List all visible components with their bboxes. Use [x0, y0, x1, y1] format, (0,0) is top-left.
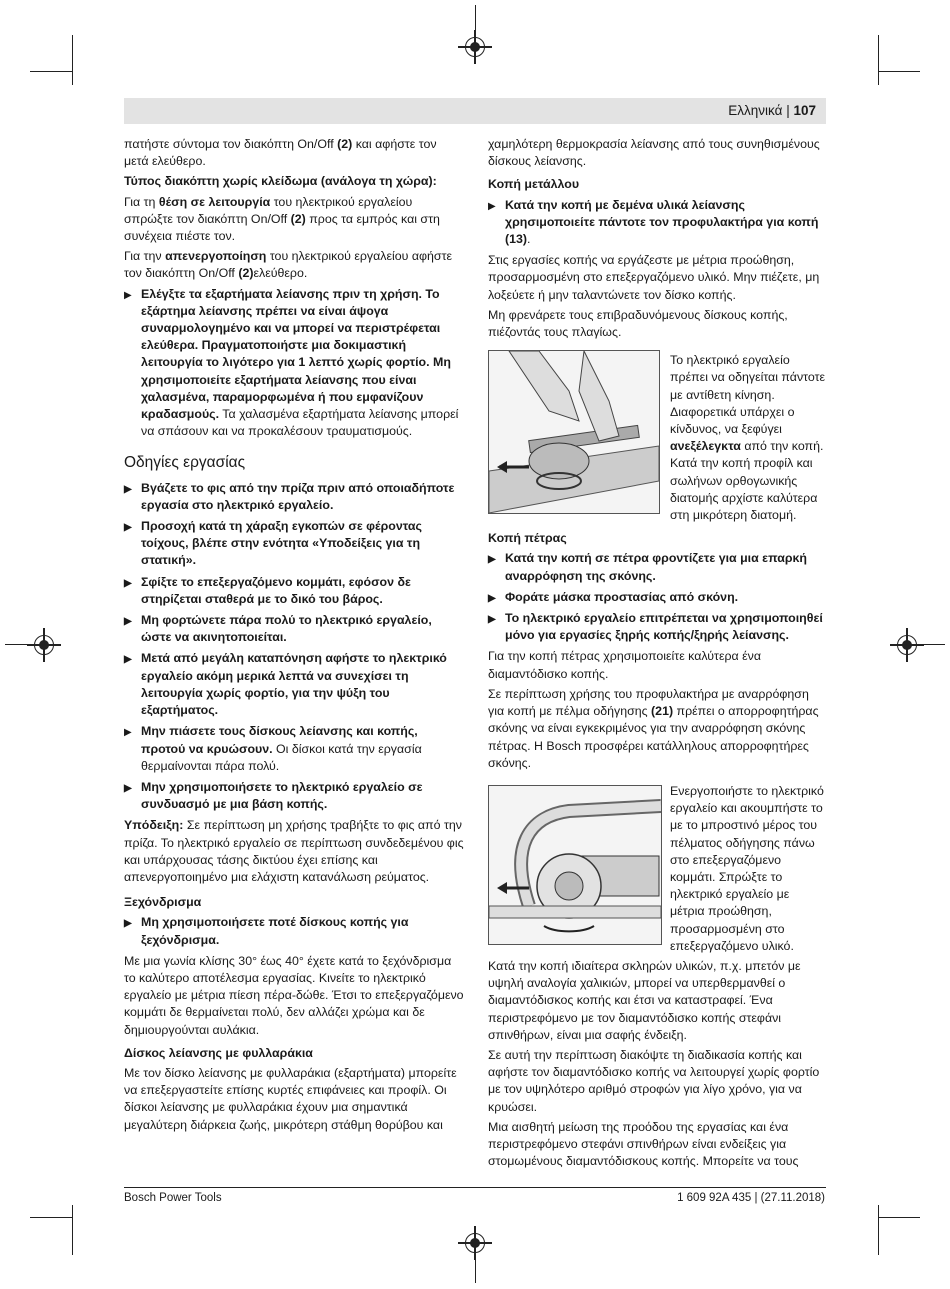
figure-caption-text: Το ηλεκτρικό εργαλείο πρέπει να οδηγείται πάντοτε με αντίθετη κίνηση. Διαφορετικά υπάρχει ο κίνδυνος, να ξεφύγει ανεξέλεγκτα από την κοπή. Κατά την κοπή προφίλ και σωλήνων ορθογωνικής διατομής αρχίστε καλύτερα στη μικρότερη διατομή. [670, 353, 826, 523]
list-item: ▶ Μετά από μεγάλη καταπόνηση αφήστε το ηλεκτρικό εργαλείο ακόμη μερικά λεπτά να συνεχίσει τη λειτουργία χωρίς φορτίο, για την ψύξη του εξαρτήματος. [124, 650, 464, 719]
list-item: ▶ Μη χρησιμοποιήσετε ποτέ δίσκους κοπής για ξεχόνδρισμα. [124, 914, 464, 948]
paragraph: Σε αυτή την περίπτωση διακόψτε τη διαδικασία κοπής και αφήστε τον διαμαντόδισκο κοπής να λειτουργεί χωρίς φορτίο με τον υψηλότερο αριθμό στροφών για λίγο χρόνο, για να κρυώσει. [488, 1047, 820, 1114]
figure-row-stone [488, 775, 826, 955]
paragraph: χαμηλότερη θερμοκρασία λείανσης από τους συνηθισμένους δίσκους λείανσης. [488, 137, 820, 169]
list-item: ▶ Βγάζετε το φις από την πρίζα πριν από οποιαδήποτε εργασία στο ηλεκτρικό εργαλείο. [124, 480, 464, 514]
paragraph: Με τον δίσκο λείανσης με φυλλαράκια (εξαρτήματα) μπορείτε να επεξεργαστείτε επίσης κυρτές επιφάνειες και προφίλ. Οι δίσκοι λείανσης με φυλλαράκια έχουν μια σημαντικά μεγαλύτερη διάρκεια ζωής, μικρότερη στάθμη θορύβου και [124, 1065, 457, 1132]
crop-mark [878, 1217, 920, 1218]
grinder-metal-icon [489, 351, 659, 513]
subheading: Δίσκος λείανσης με φυλλαράκια [124, 1045, 313, 1060]
list-item: ▶ Το ηλεκτρικό εργαλείο επιτρέπεται να χρησιμοποιηθεί μόνο για εργασίες ξηρής κοπής/ξηρής λείανσης. [488, 610, 826, 644]
footer-right: 1 609 92A 435 | (27.11.2018) [677, 1192, 825, 1204]
grinder-stone-icon [489, 786, 661, 944]
header-bar [124, 98, 826, 124]
crop-mark [30, 71, 72, 72]
crop-mark [5, 644, 27, 645]
paragraph: Στις εργασίες κοπής να εργάζεστε με μέτρια προώθηση, προσαρμοσμένη στο επεξεργαζόμενο υλικό. Μην πιέζετε, μη λοξεύετε ή μην ταλαντώνετε τον δίσκο κοπής. [488, 253, 820, 302]
crop-mark [72, 35, 73, 85]
section-heading: Οδηγίες εργασίας [124, 454, 246, 472]
figure-row-metal [488, 344, 826, 524]
safety-bullet: ▶ Ελέγξτε τα εξαρτήματα λείανσης πριν τη χρήση. Το εξάρτημα λείανσης πρέπει να είναι άψογα συναρμολογημένο και να μπορεί να περιστρέφεται ελεύθερα. Πραγματοποιήστε μια δοκιμαστική λειτουργία το λιγότερο για 1 λεπτό χωρίς φορτίο. Μη χρησιμοποιείτε εξαρτήματα λείανσης που είναι χαλασμένα, παραμορφωμένα ή που εμφανίζουν κραδασμούς. Τα χαλασμένα εξαρτήματα λείανσης μπορεί να σπάσουν και να προκαλέσουν τραυματισμούς. [124, 286, 464, 441]
paragraph: Κατά την κοπή ιδιαίτερα σκληρών υλικών, π.χ. μπετόν με υψηλή αναλογία χαλικιών, μπορεί να υπερθερμανθεί ο διαμαντόδισκος κοπής και έτσι να καταστραφεί. Ένα περιστρεφόμενο με τον διαμαντόδισκο κοπής στεφάνι σπινθήρων, είναι μια σαφής ένδειξη. [488, 958, 801, 1042]
stone-cutting-illustration [488, 785, 662, 945]
list-item: ▶ Κατά την κοπή με δεμένα υλικά λείανσης χρησιμοποιείτε πάντοτε τον προφυλακτήρα για κοπή (13). [488, 197, 826, 249]
registration-mark-icon [465, 37, 485, 57]
list-item: ▶ Μη φορτώνετε πάρα πολύ το ηλεκτρικό εργαλείο, ώστε να ακινητοποιείται. [124, 612, 464, 646]
crop-mark [878, 71, 920, 72]
list-item: ▶ Μην πιάσετε τους δίσκους λείανσης και κοπής, προτού να κρυώσουν. Οι δίσκοι κατά την εργασία θερμαίνονται πάρα πολύ. [124, 723, 464, 775]
header-separator: | [786, 103, 790, 118]
subheading: Ξεχόνδρισμα [124, 895, 202, 910]
metal-cutting-illustration [488, 350, 660, 514]
paragraph: Για την κοπή πέτρας χρησιμοποιείτε καλύτερα ένα διαμαντόδισκο κοπής. [488, 649, 761, 681]
subheading: Τύπος διακόπτη χωρίς κλείδωμα (ανάλογα τη χώρα): [124, 174, 437, 189]
paragraph: Μη φρενάρετε τους επιβραδυνόμενους δίσκους κοπής, πιέζοντάς τους πλαγίως. [488, 307, 788, 340]
list-item: ▶ Μην χρησιμοποιήσετε το ηλεκτρικό εργαλείο σε συνδυασμό με μια βάση κοπής. [124, 779, 464, 813]
crop-mark [72, 1205, 73, 1255]
subheading: Κοπή μετάλλου [488, 177, 580, 192]
paragraph: Σε περίπτωση χρήσης του προφυλακτήρα με αναρρόφηση για κοπή με πέλμα οδήγησης (21) πρέπει ο απορροφητήρας σκόνης να είναι εγκεκριμένος για την αναρρόφηση σκόνης πέτρας. Η Bosch προσφέρει κατάλληλους απορροφητήρες σκόνης. [488, 686, 819, 770]
subheading: Κοπή πέτρας [488, 531, 567, 546]
footer-rule [124, 1187, 826, 1188]
list-item: ▶ Προσοχή κατά τη χάραξη εγκοπών σε φέροντας τοίχους, βλέπε στην ενότητα «Υποδείξεις για τη στατική». [124, 518, 464, 570]
crop-mark [878, 1205, 879, 1255]
list-item: ▶ Κατά την κοπή σε πέτρα φροντίζετε για μια επαρκή αναρρόφηση της σκόνης. [488, 550, 826, 584]
paragraph: Με μια γωνία κλίσης 30° έως 40° έχετε κατά το ξεχόνδρισμα το καλύτερο αποτέλεσμα εργασίας. Κινείτε το ηλεκτρικό εργαλείο με μέτρια πίεση πέρα-δώθε. Έτσι το επεξεργαζόμενο κομμάτι δε θερμαίνεται πολύ, δεν αλλάζει χρώμα και δε δημιουργούνται αυλάκια. [124, 953, 464, 1037]
footer-left: Bosch Power Tools [124, 1192, 222, 1204]
crop-mark [923, 644, 945, 645]
right-column [488, 136, 826, 1173]
crop-mark [30, 1217, 72, 1218]
list-item: ▶ Φοράτε μάσκα προστασίας από σκόνη. [488, 589, 826, 606]
registration-mark-icon [34, 635, 54, 655]
paragraph: πατήστε σύντομα τον διακόπτη On/Off (2) και αφήστε τον μετά ελεύθερο. [124, 137, 437, 169]
note: Υπόδειξη: Σε περίπτωση μη χρήσης τραβήξτε το φις από την πρίζα. Το ηλεκτρικό εργαλείο σε περίπτωση συνδεδεμένου φις και υπάρχουσας τάσης δικτύου έχει επίσης και απενεργοποιημένο μια ελάχιστη κατανάλωση ρεύματος. [124, 818, 464, 884]
list-item: ▶ Σφίξτε το επεξεργαζόμενο κομμάτι, εφόσον δε στηρίζεται σταθερά με το δικό του βάρος. [124, 574, 464, 608]
registration-mark-icon [897, 635, 917, 655]
header-language: Ελληνικά [728, 103, 783, 118]
registration-mark-icon [465, 1233, 485, 1253]
paragraph: Για τη θέση σε λειτουργία του ηλεκτρικού εργαλείου σπρώξτε τον διακόπτη On/Off (2) προς τα εμπρός και στη συνέχεια πιέστε τον. [124, 194, 440, 244]
left-column [124, 136, 464, 1137]
page-number: 107 [793, 103, 816, 118]
paragraph: Για την απενεργοποίηση του ηλεκτρικού εργαλείου αφήστε τον διακόπτη On/Off (2)ελεύθερο. [124, 249, 452, 281]
crop-mark [878, 35, 879, 85]
paragraph: Μια αισθητή μείωση της προόδου της εργασίας και ένα περιστρεφόμενο στεφάνι σπινθήρων είναι ενδείξεις για στομωμένους διαμαντόδισκους κοπής. Μπορείτε να τους [488, 1119, 799, 1169]
figure-caption-text: Ενεργοποιήστε το ηλεκτρικό εργαλείο και ακουμπήστε το με το μπροστινό μέρος του πέλματος οδήγησης πάνω στο επεξεργαζόμενο κομμάτι. Σπρώξτε το ηλεκτρικό εργαλείο με μέτρια προώθηση, προσαρμοσμένη στο επεξεργαζόμενο υλικό. [670, 783, 824, 953]
crop-mark [475, 5, 476, 30]
page-header [728, 103, 816, 118]
